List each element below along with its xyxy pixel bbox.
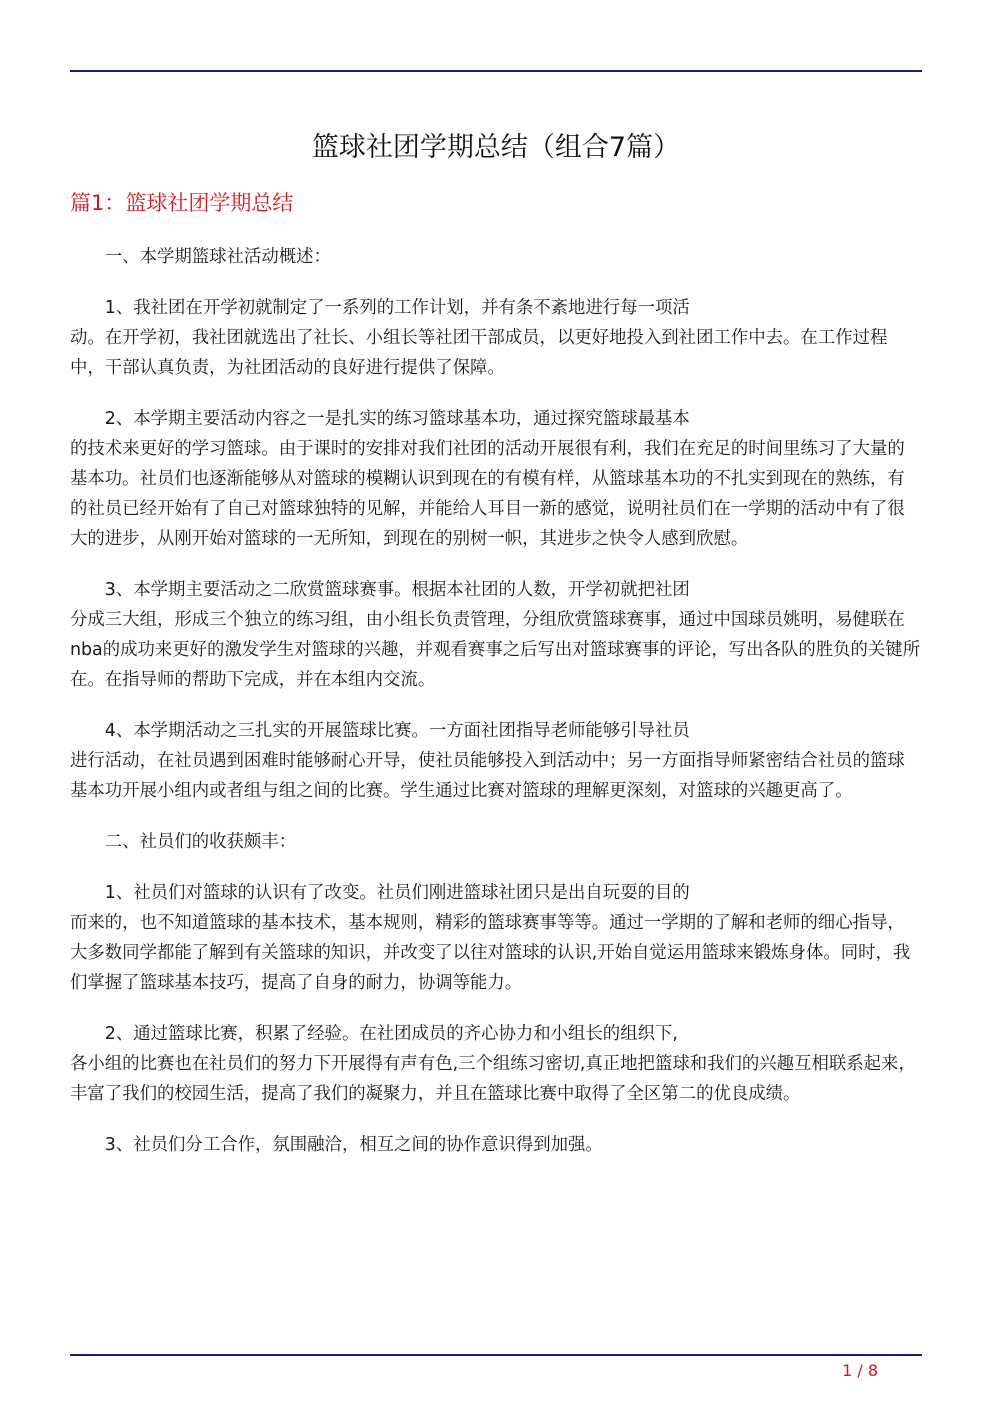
paragraph-7: 1、社员们对篮球的认识有了改变。社员们刚进篮球社团只是出自玩耍的目的 而来的，也不知道篮球的基本技术，基本规则，精彩的篮球赛事等等。通过一学期的了解和老师的细心指导，大多数同学都能了解到有关篮球的知识，并改变了以往对篮球的认识,开始自觉运用篮球来锻炼身体。同时，我们掌握了篮球基本技巧，提高了自身的耐力，协调等能力。 [70,883,911,993]
document-title: 篮球社团学期总结（组合7篇） [311,132,681,163]
paragraph-1: 一、本学期篮球社活动概述： [104,247,331,267]
paragraph-3: 2、本学期主要活动内容之一是扎实的练习篮球基本功，通过探究篮球最基本 的技术来更好的学习篮球。由于课时的安排对我们社团的活动开展很有利，我们在充足的时间里练习了大量的基本功。社员们也逐渐能够从对篮球的模糊认识到现在的有模有样，从篮球基本功的不扎实到现在的熟练，有的社员已经开始有了自己对篮球独特的见解，并能给人耳目一新的感觉，说明社员们在一学期的活动中有了很大的进步，从刚开始对篮球的一无所知，到现在的别树一帜，其进步之快令人感到欣慰。 [70,409,905,549]
paragraph-6: 二、社员们的收获颇丰： [104,832,297,852]
paragraph-8: 2、通过篮球比赛，积累了经验。在社团成员的齐心协力和小组长的组织下, 各小组的比赛也在社员们的努力下开展得有声有色,三个组练习密切,真正地把篮球和我们的兴趣互相联系起来，丰富了我们的校园生活，提高了我们的凝聚力，并且在篮球比赛中取得了全区第二的优良成绩。 [70,1024,916,1104]
footer-rule [70,1354,922,1356]
section-title: 篇1：篮球社团学期总结 [70,191,294,215]
paragraph-2: 1、我社团在开学初就制定了一系列的工作计划，并有条不紊地进行每一项活 动。在开学初，我社团就选出了社长、小组长等社团干部成员，以更好地投入到社团工作中去。在工作过程中，干部认真负责，为社团活动的良好进行提供了保障。 [70,298,888,378]
page-number: 1 / 8 [842,1361,878,1380]
header-rule [70,70,922,72]
paragraph-9: 3、社员们分工合作，氛围融洽，相互之间的协作意识得到加强。 [104,1135,603,1155]
document-body [70,242,922,1181]
paragraph-5: 4、本学期活动之三扎实的开展篮球比赛。一方面社团指导老师能够引导社员 进行活动，在社员遇到困难时能够耐心开导，使社员能够投入到活动中；另一方面指导师紧密结合社员的篮球基本功开展小组内或者组与组之间的比赛。学生通过比赛对篮球的理解更深刻，对篮球的兴趣更高了。 [70,721,905,801]
paragraph-4: 3、本学期主要活动之二欣赏篮球赛事。根据本社团的人数，开学初就把社团 分成三大组，形成三个独立的练习组，由小组长负责管理，分组欣赏篮球赛事，通过中国球员姚明，易健联在nba的成功来更好的激发学生对篮球的兴趣，并观看赛事之后写出对篮球赛事的评论，写出各队的胜负的关键所在。在指导师的帮助下完成，并在本组内交流。 [70,580,921,690]
